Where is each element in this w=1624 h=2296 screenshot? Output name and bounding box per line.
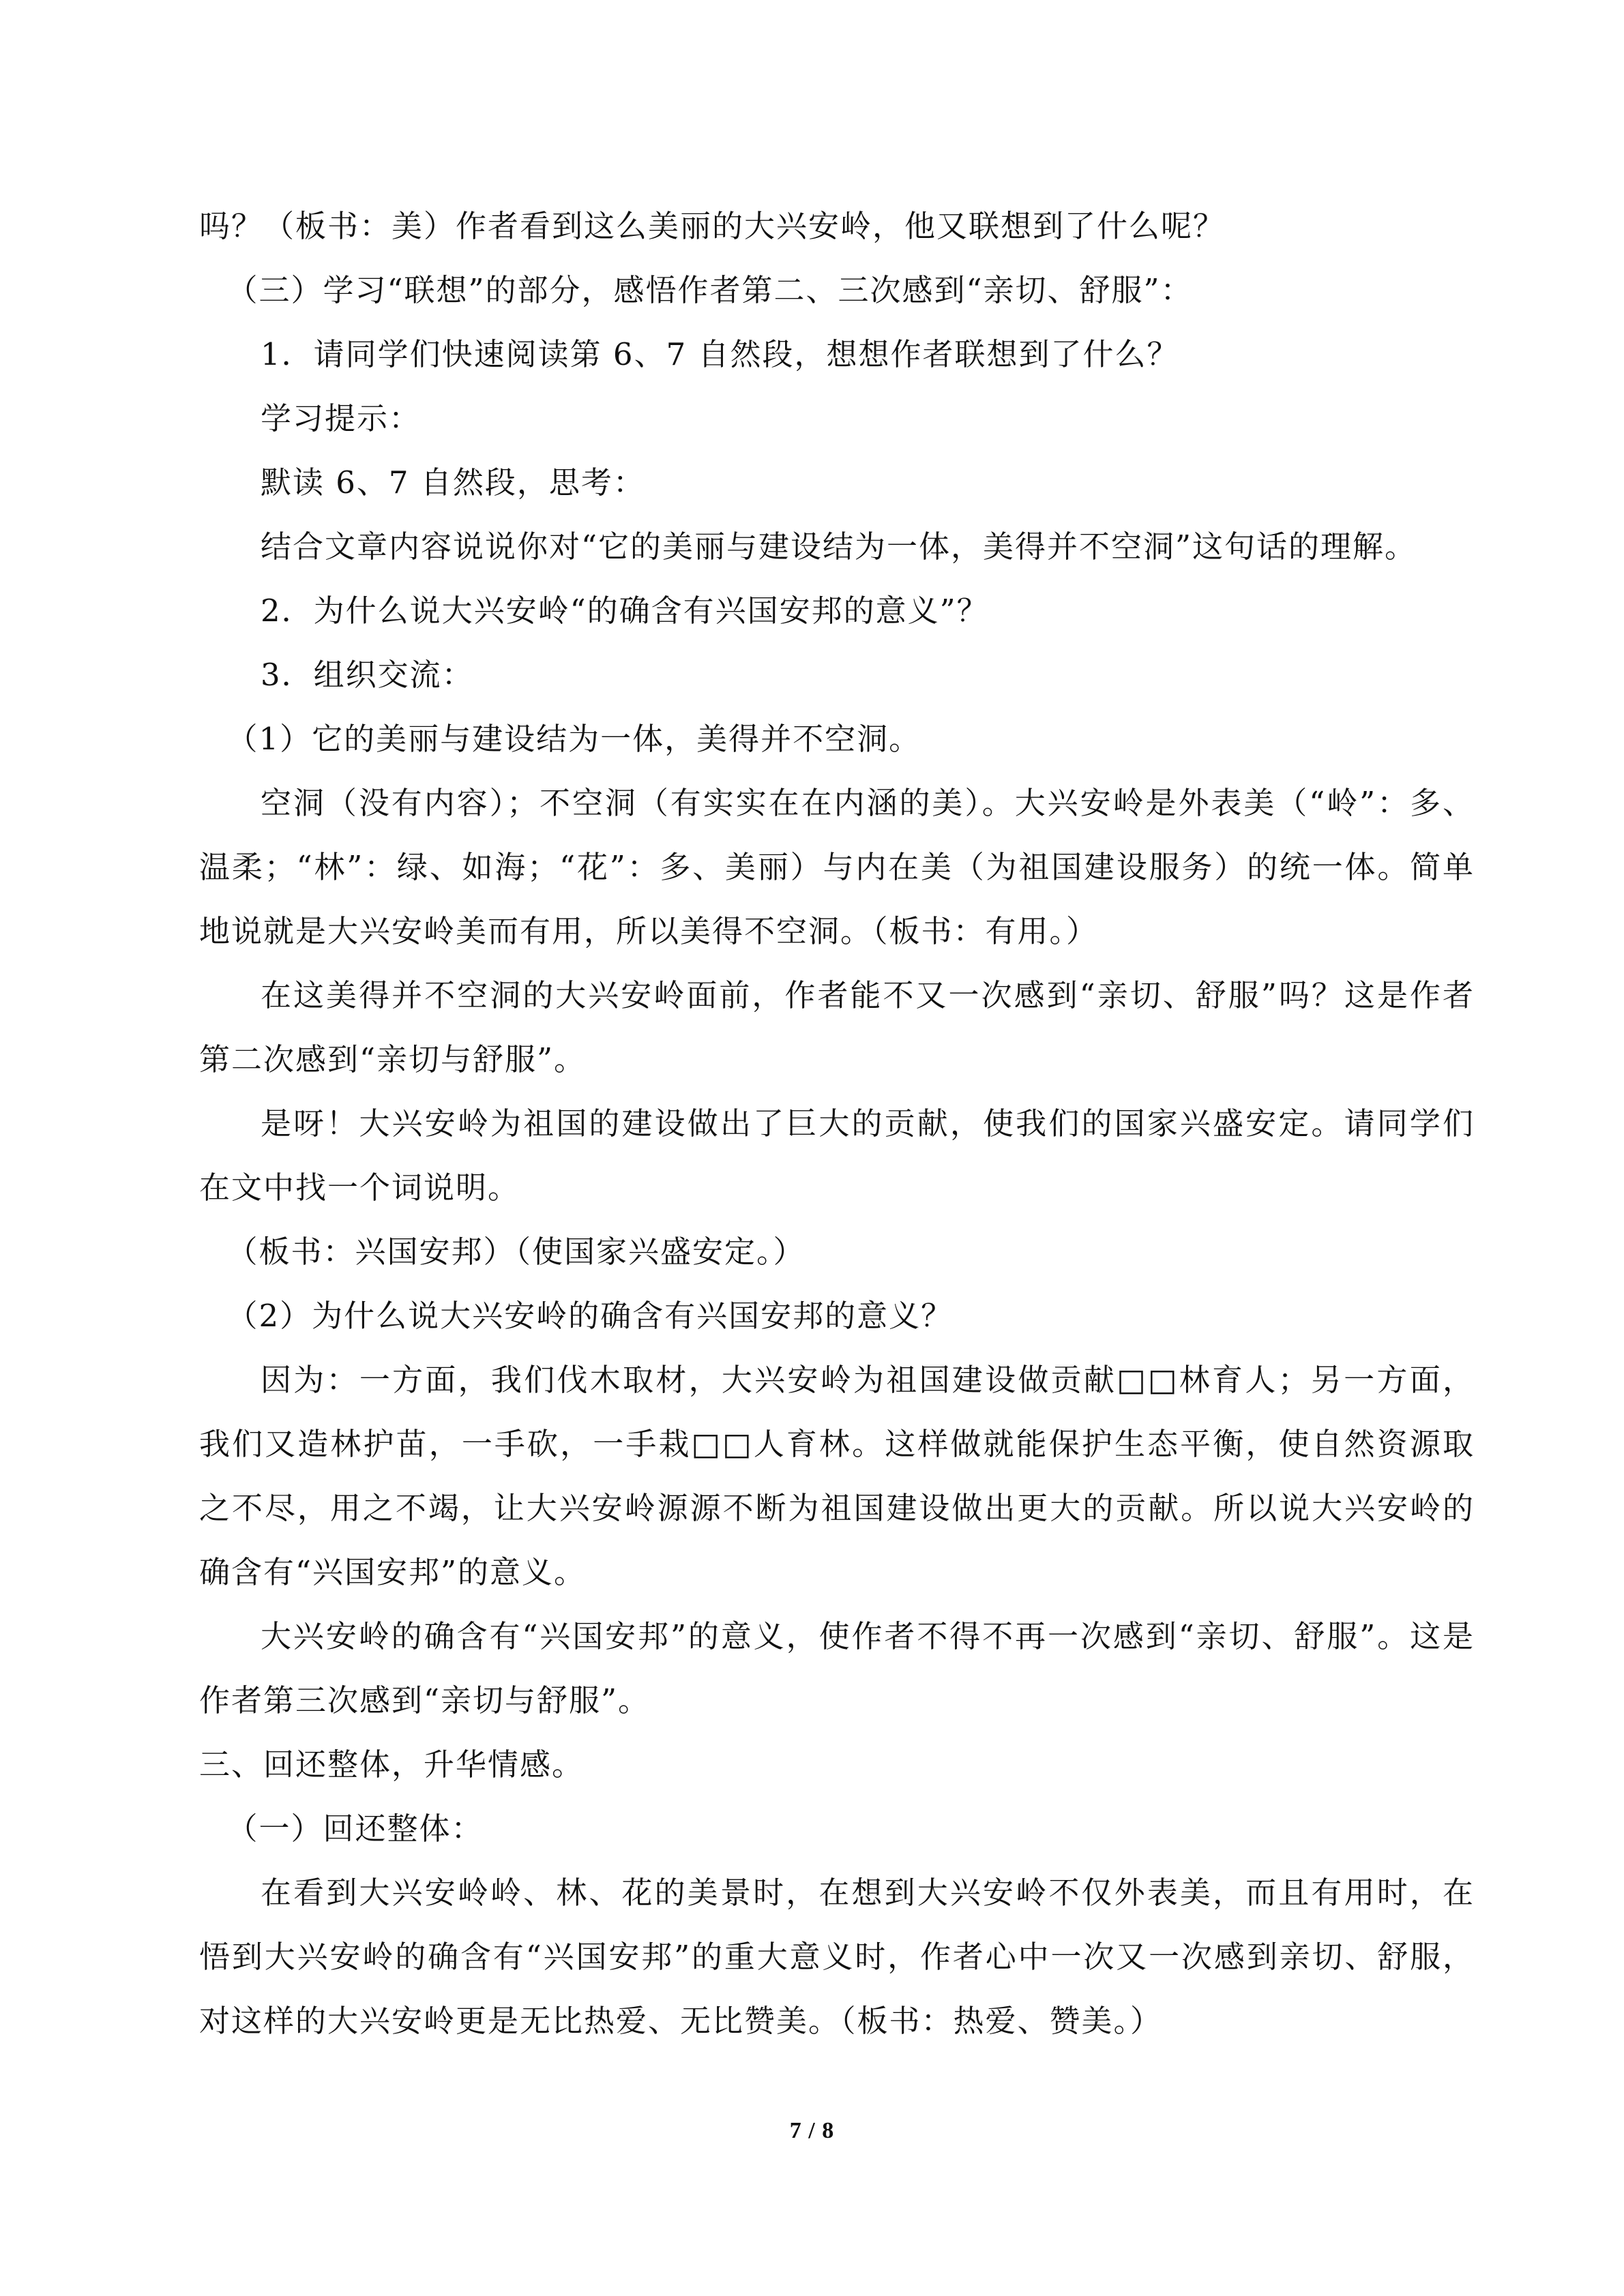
paragraph: 大兴安岭的确含有“兴国安邦”的意义，使作者不得不再一次感到“亲切、舒服”。这是作者第三次感到“亲切与舒服”。 bbox=[199, 1618, 1475, 1718]
paragraph: 吗？（板书：美）作者看到这么美丽的大兴安岭，他又联想到了什么呢？ bbox=[199, 208, 1226, 244]
paragraph: 3．组织交流： bbox=[261, 657, 474, 693]
section-heading: 三、回还整体，升华情感。 bbox=[199, 1746, 585, 1783]
paragraph: （三）学习“联想”的部分，感悟作者第二、三次感到“亲切、舒服”： bbox=[226, 272, 1193, 308]
paragraph: （1）它的美丽与建设结为一体，美得并不空洞。 bbox=[226, 721, 921, 757]
paragraph: 学习提示： bbox=[261, 400, 422, 436]
paragraph: 在看到大兴安岭岭、林、花的美景时，在想到大兴安岭不仅外表美，而且有用时，在悟到大兴安岭的确含有“兴国安邦”的重大意义时，作者心中一次又一次感到亲切、舒服，对这样的大兴安岭更是无比热爱、无比赞美。（板书：热爱、赞美。） bbox=[199, 1875, 1475, 2039]
paragraph: 因为：一方面，我们伐木取材，大兴安岭为祖国建设做贡献□□林育人；另一方面，我们又造林护苗，一手砍，一手栽□□人育林。这样做就能保护生态平衡，使自然资源取之不尽，用之不竭，让大兴安岭源源不断为祖国建设做出更大的贡献。所以说大兴安岭的确含有“兴国安邦”的意义。 bbox=[199, 1362, 1475, 1590]
paragraph: 结合文章内容说说你对“它的美丽与建设结为一体，美得并不空洞”这句话的理解。 bbox=[261, 528, 1417, 565]
paragraph: 是呀！大兴安岭为祖国的建设做出了巨大的贡献，使我们的国家兴盛安定。请同学们在文中找一个词说明。 bbox=[199, 1105, 1475, 1206]
document-body bbox=[199, 194, 1475, 2053]
subsection-heading: （一）回还整体： bbox=[226, 1810, 484, 1847]
page-number: 7 / 8 bbox=[789, 2118, 835, 2143]
paragraph: （板书：兴国安邦）（使国家兴盛安定。） bbox=[226, 1234, 806, 1270]
paragraph: 1．请同学们快速阅读第 6、7 自然段，想想作者联想到了什么？ bbox=[261, 336, 1179, 372]
paragraph: （2）为什么说大兴安岭的确含有兴国安邦的意义？ bbox=[226, 1298, 954, 1334]
paragraph: 在这美得并不空洞的大兴安岭面前，作者能不又一次感到“亲切、舒服”吗？这是作者第二次感到“亲切与舒服”。 bbox=[199, 977, 1475, 1077]
paragraph: 2．为什么说大兴安岭“的确含有兴国安邦的意义”？ bbox=[261, 593, 989, 629]
paragraph: 默读 6、7 自然段，思考： bbox=[261, 464, 645, 501]
paragraph: 空洞（没有内容）；不空洞（有实实在在内涵的美）。大兴安岭是外表美（“岭”：多、温柔；“林”：绿、如海；“花”：多、美丽）与内在美（为祖国建设服务）的统一体。简单地说就是大兴安岭美而有用，所以美得不空洞。（板书：有用。） bbox=[199, 785, 1475, 949]
